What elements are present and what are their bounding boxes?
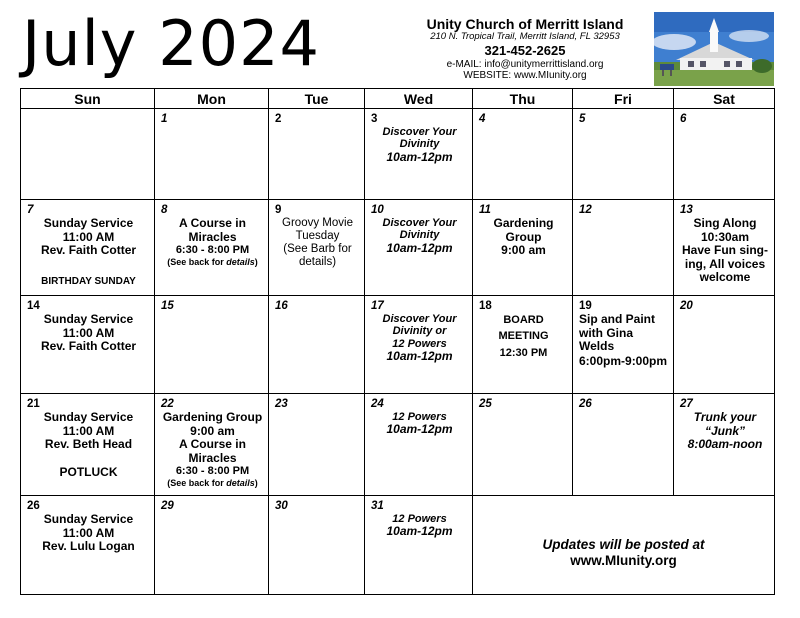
calendar-cell[interactable] [155,296,269,394]
event-note: Have Fun sing-ing, All voices welcome [681,243,768,285]
event-note: (See back for details) [167,256,258,267]
day-number: 13 [680,204,693,216]
day-header-sun: Sun [21,89,155,109]
calendar-cell[interactable] [21,200,155,296]
event-title: Sunday Service [43,216,134,230]
event-time: 10am-12pm [386,149,453,164]
day-number: 21 [27,398,40,410]
day-header-fri: Fri [573,89,674,109]
day-number: 27 [680,398,693,410]
day-number: 9 [275,204,282,216]
event-title: 12 Powers [392,411,447,423]
calendar-cell[interactable] [674,109,774,200]
page-title: July 2024 [22,7,320,80]
day-number: 16 [275,300,288,312]
day-number: 19 [579,300,592,312]
day-number: 2 [275,113,282,125]
calendar-cell[interactable] [269,496,365,594]
day-number: 30 [275,500,288,512]
day-number: 15 [161,300,174,312]
calendar-cell[interactable] [674,394,774,496]
event-time: 10am-12pm [386,422,453,437]
event-time: 11:00 AM [62,423,115,438]
updates-text: Updates will be posted at [542,537,705,552]
event-time: 8:00am-noon [687,437,763,452]
event-time: 9:00 am [190,423,235,438]
event-speaker: Rev. Faith Cotter [40,339,137,354]
day-number: 1 [161,113,168,125]
day-number: 20 [680,300,693,312]
day-header-thu: Thu [473,89,573,109]
calendar-cell[interactable] [21,496,155,594]
calendar-cell[interactable] [473,296,573,394]
event-time: 11:00 AM [62,525,115,540]
event-time: 10am-12pm [386,349,453,364]
calendar-cell[interactable] [573,296,674,394]
church-photo [654,12,774,86]
event-note: BIRTHDAY SUNDAY [41,275,136,287]
event-title: Gardening Group [162,410,263,424]
event-note: POTLUCK [59,464,118,479]
day-number: 6 [680,113,687,125]
church-info [405,16,645,82]
event-title: Discover Your Divinity or [382,313,457,338]
calendar-cell[interactable] [155,200,269,296]
day-number: 17 [371,300,384,312]
day-header-mon: Mon [155,89,269,109]
day-number: 24 [371,398,384,410]
event-time-2: 6:30 - 8:00 PM [175,465,250,478]
calendar-cell[interactable] [473,109,573,200]
church-name: Unity Church of Merritt Island [426,16,624,32]
calendar-cell[interactable] [269,394,365,496]
event-title: Discover Your Divinity [382,217,457,242]
calendar-cell[interactable] [573,109,674,200]
calendar-cell[interactable] [155,496,269,594]
calendar-cell[interactable] [573,200,674,296]
calendar-cell[interactable] [21,296,155,394]
day-number: 26 [579,398,592,410]
day-number: 18 [479,300,492,312]
updates-url[interactable]: www.MIunity.org [570,553,677,569]
church-email[interactable]: e-MAIL: info@unitymerrittisland.org [446,58,604,70]
day-header-wed: Wed [365,89,473,109]
event-title: 12 Powers [392,513,447,525]
calendar-cell[interactable] [473,394,573,496]
day-header-tue: Tue [269,89,365,109]
calendar-cell[interactable] [155,394,269,496]
event-time: 9:00 am [501,243,546,258]
calendar-cell[interactable] [269,200,365,296]
event-title: Sunday Service [43,512,134,526]
event-title: Gardening Group [493,216,554,244]
day-number: 23 [275,398,288,410]
calendar-cell[interactable] [674,296,774,394]
calendar-cell[interactable] [155,109,269,200]
day-number: 31 [371,500,384,512]
day-number: 26 [27,500,40,512]
event-title: Discover Your Divinity [382,126,457,151]
event-title: Sunday Service [43,312,134,326]
event-title: A Course in Miracles [179,216,246,244]
event-title-alt: 12 Powers [392,337,447,350]
event-title: Sip and Paint with Gina Welds [579,312,656,354]
day-number: 22 [161,398,174,410]
event-time: 6:30 - 8:00 PM [175,244,250,257]
event-title: Sing Along [693,216,757,230]
calendar-cell[interactable] [674,200,774,296]
calendar-grid [20,88,775,595]
event-time: 12:30 PM [499,346,548,359]
day-header-sat: Sat [674,89,774,109]
event-time: 10am-12pm [386,524,453,539]
event-speaker: Rev. Beth Head [44,437,133,452]
updates-notice [473,537,774,569]
event-time: 11:00 AM [62,229,115,244]
day-number: 29 [161,500,174,512]
calendar-cell[interactable] [573,394,674,496]
event-title: BOARD MEETING [498,314,549,342]
day-number: 25 [479,398,492,410]
day-number: 4 [479,113,486,125]
event-title: Sunday Service [43,410,134,424]
event-title: Trunk your “Junk” [693,410,757,438]
event-time: 10:30am [700,229,750,244]
event-time: 6:00pm-9:00pm [579,353,668,368]
event-note: (See back for details) [167,477,258,488]
event-time: 11:00 AM [62,325,115,340]
day-number: 8 [161,204,168,216]
calendar-cell[interactable] [21,394,155,496]
church-address: 210 N. Tropical Trail, Merritt Island, FL 32953 [430,31,620,43]
calendar-cell[interactable] [365,296,473,394]
church-website[interactable]: WEBSITE: www.MIunity.org [463,70,587,82]
event-note: (See Barb for details) [283,242,352,268]
church-phone: 321-452-2625 [484,43,566,59]
day-number: 5 [579,113,586,125]
day-number: 7 [27,204,34,216]
day-number: 3 [371,113,378,125]
calendar-cell[interactable] [365,394,473,496]
event-time: 10am-12pm [386,240,453,255]
event-title: Groovy Movie Tuesday [282,217,353,242]
calendar-cell-empty [21,109,155,200]
day-number: 14 [27,300,40,312]
calendar-cell[interactable] [269,109,365,200]
day-number: 12 [579,204,592,216]
calendar-cell[interactable] [269,296,365,394]
calendar-cell[interactable] [365,200,473,296]
day-number: 11 [479,204,491,216]
event-title-2: A Course in Miracles [179,437,246,465]
event-speaker: Rev. Faith Cotter [40,243,137,258]
day-number: 10 [371,204,384,216]
calendar-cell[interactable] [365,496,473,594]
calendar-cell[interactable] [365,109,473,200]
event-speaker: Rev. Lulu Logan [42,539,135,554]
calendar-cell[interactable] [473,200,573,296]
